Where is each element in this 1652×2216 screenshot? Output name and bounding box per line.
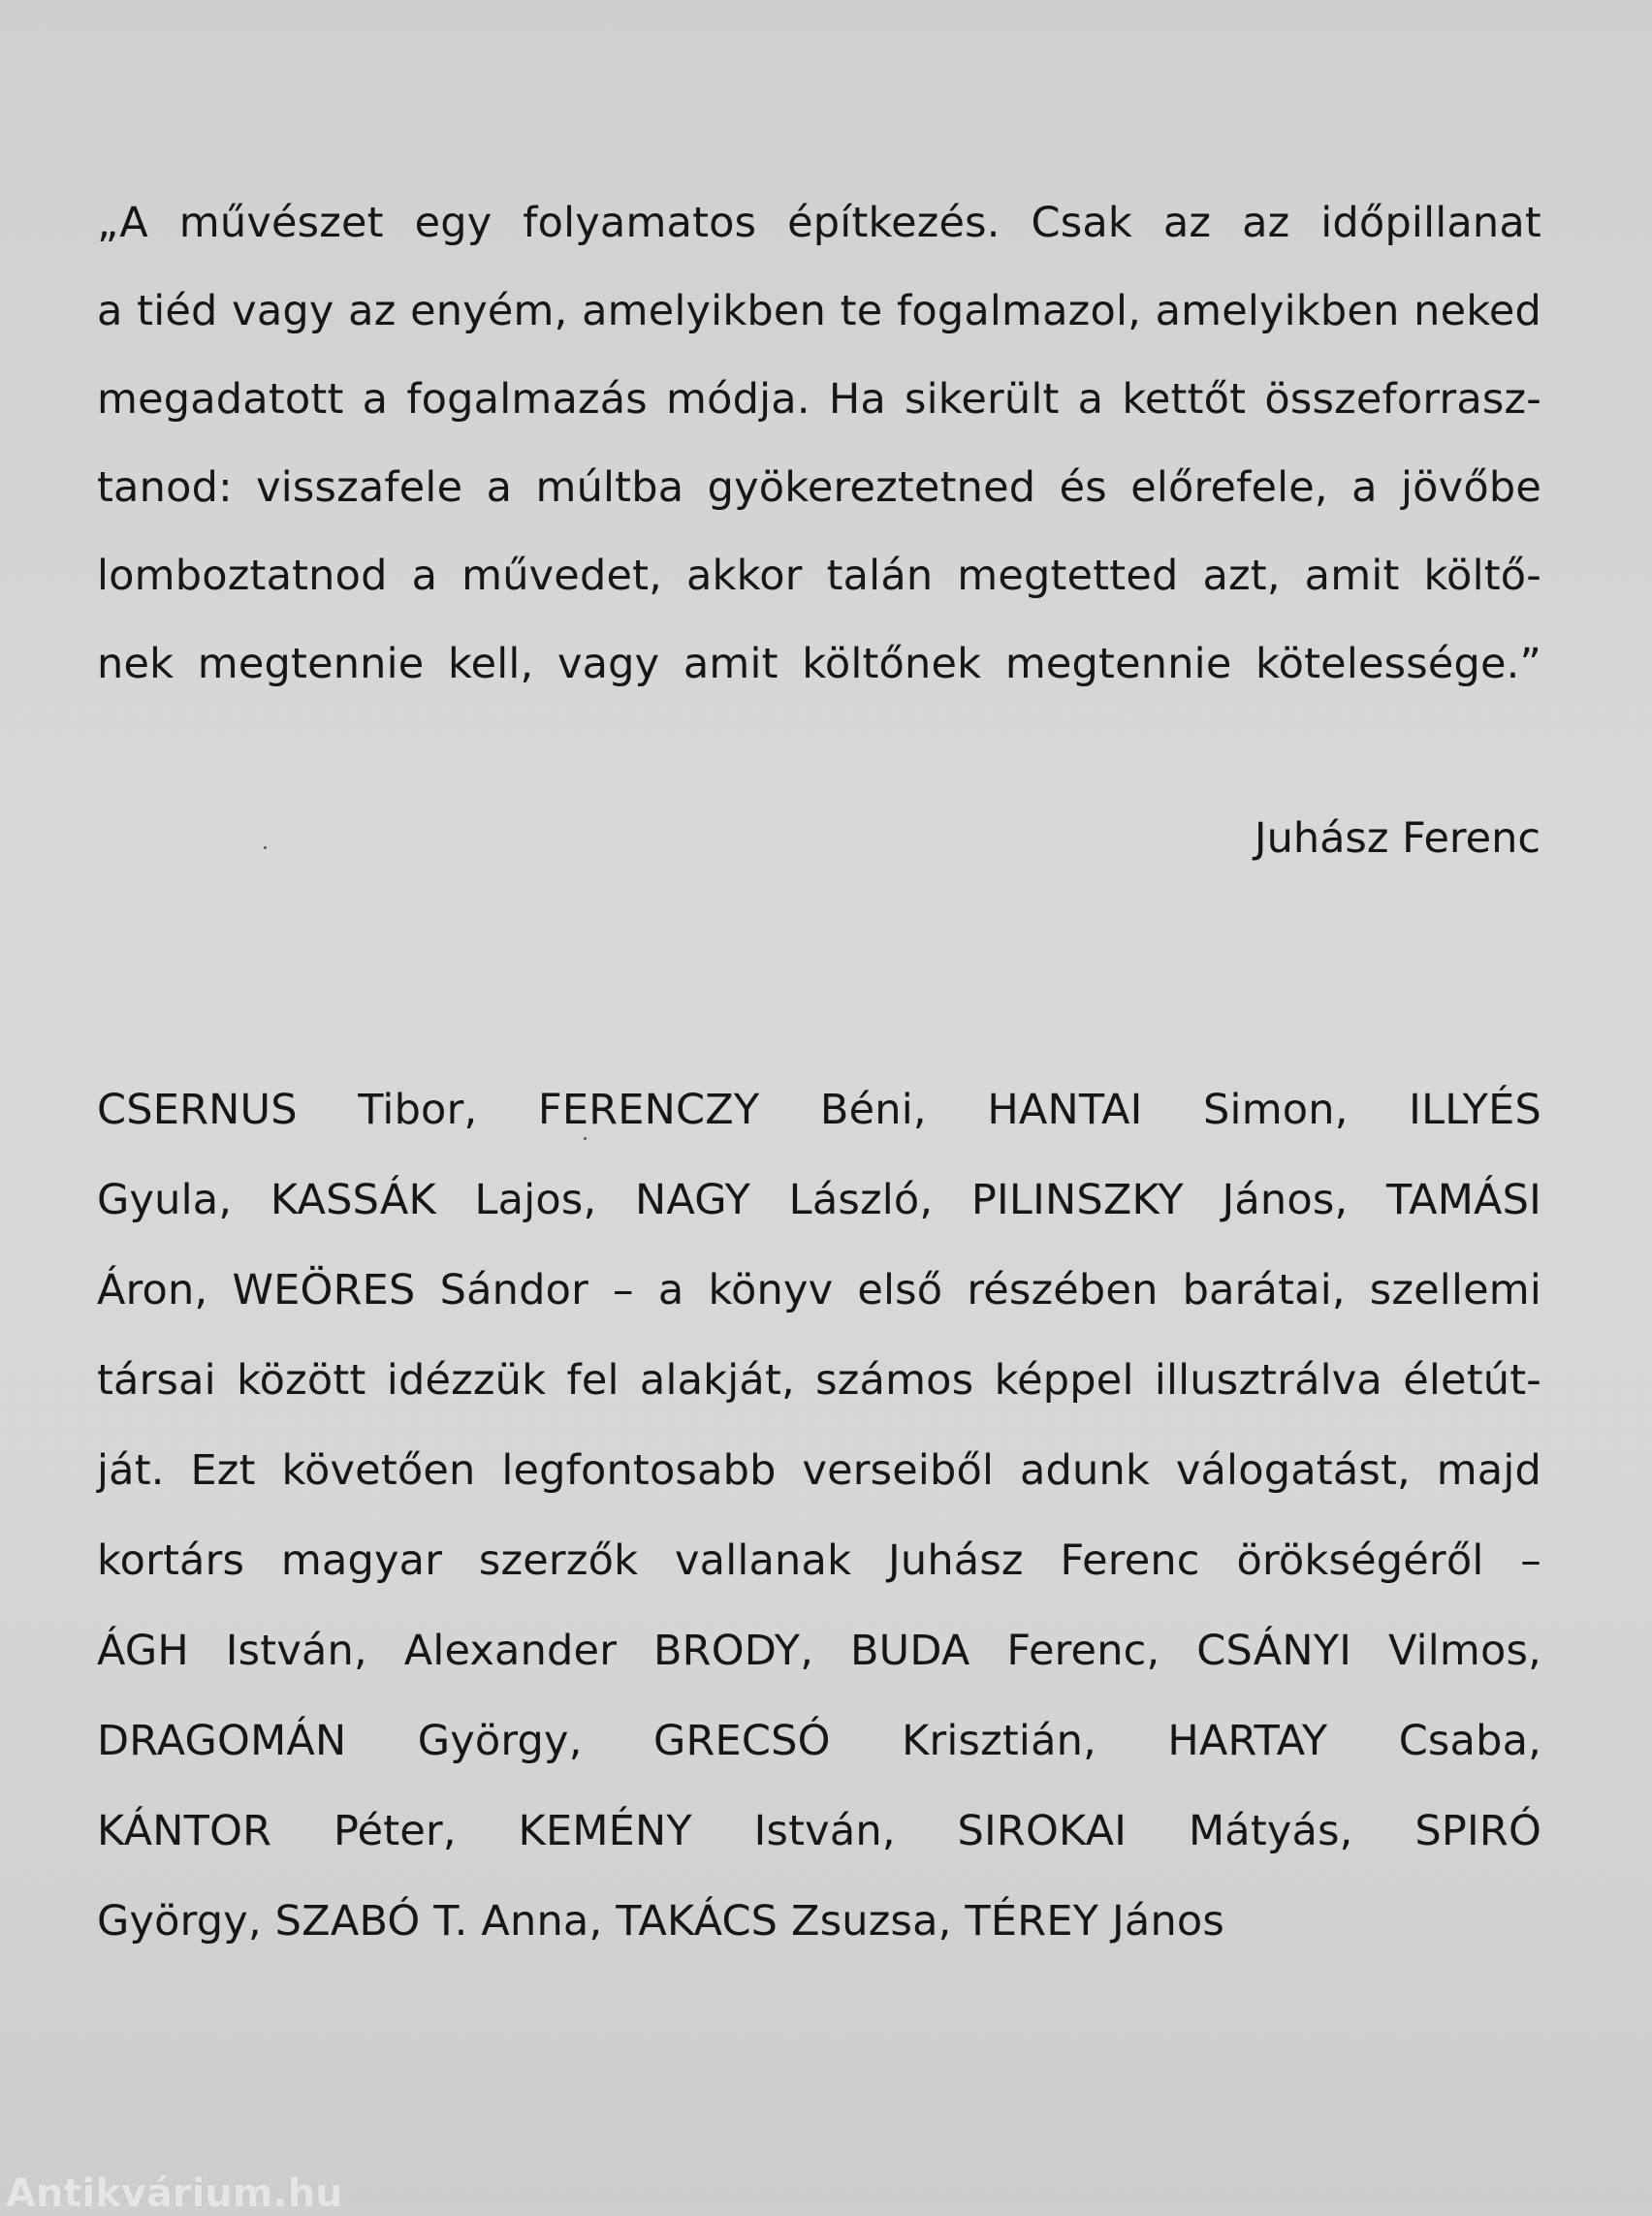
- description-line: CSERNUS Tibor, FERENCZY Béni, HANTAI Simon, ILLYÉS: [97, 1086, 1541, 1134]
- dust-speck: [584, 1137, 587, 1140]
- description-line: Áron, WEÖRES Sándor – a könyv első részében barátai, szellemi: [97, 1266, 1541, 1314]
- quote-line: a tiéd vagy az enyém, amelyikben te fogalmazol, amelyikben neked: [97, 287, 1541, 335]
- description-line: társai között idézzük fel alakját, számos képpel illusztrálva életút-: [97, 1356, 1541, 1405]
- quote-line: nek megtennie kell, vagy amit költőnek megtennie kötelessége.”: [97, 640, 1541, 688]
- quote-author: Juhász Ferenc: [1254, 814, 1541, 863]
- quote-line: lomboztatnod a művedet, akkor talán megtetted azt, amit költő-: [97, 552, 1541, 600]
- quote-line: tanod: visszafele a múltba gyökereztetned és előrefele, a jövőbe: [97, 463, 1541, 512]
- quote-line: megadatott a fogalmazás módja. Ha sikerült a kettőt összeforrasz-: [97, 375, 1541, 424]
- quote-line: „A művészet egy folyamatos építkezés. Csak az az időpillanat: [97, 199, 1541, 247]
- description-line: ÁGH István, Alexander BRODY, BUDA Ferenc, CSÁNYI Vilmos,: [97, 1627, 1541, 1675]
- description-line: kortárs magyar szerzők vallanak Juhász Ferenc örökségéről –: [97, 1536, 1541, 1585]
- description-line: Gyula, KASSÁK Lajos, NAGY László, PILINSZKY János, TAMÁSI: [97, 1176, 1541, 1224]
- description-line: ját. Ezt követően legfontosabb verseiből adunk válogatást, majd: [97, 1446, 1541, 1495]
- description-line: György, SZABÓ T. Anna, TAKÁCS Zsuzsa, TÉREY János: [97, 1897, 1225, 1946]
- description-line: DRAGOMÁN György, GRECSÓ Krisztián, HARTAY Csaba,: [97, 1717, 1541, 1765]
- dust-speck: [264, 846, 267, 849]
- watermark-logo: Antikvárium.hu: [6, 2171, 343, 2216]
- description-line: KÁNTOR Péter, KEMÉNY István, SIROKAI Mátyás, SPIRÓ: [97, 1807, 1541, 1855]
